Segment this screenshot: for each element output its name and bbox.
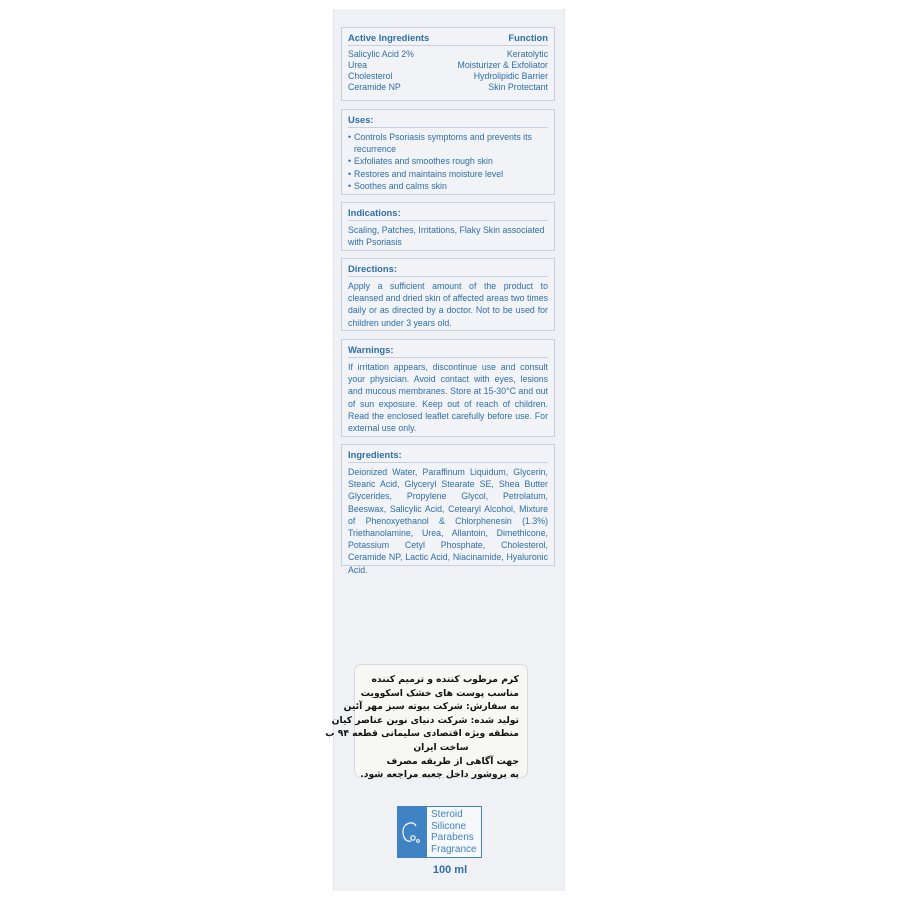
- ingredient-function: Keratolytic: [506, 49, 548, 59]
- free-from-item: Parabens: [431, 832, 474, 843]
- indications-text: Scaling, Patches, Irritations, Flaky Skin associated with Psoriasis: [348, 225, 545, 248]
- ingredients-title: Ingredients:: [348, 448, 548, 463]
- directions-title: Directions:: [348, 262, 548, 277]
- sticker-line: به بروشور داخل جعبه مراجعه شود.: [360, 769, 519, 781]
- indications-panel: [341, 202, 555, 251]
- sticker-line: مناسب پوست های خشک اسکوویت: [360, 687, 519, 699]
- indications-title: Indications:: [348, 206, 548, 221]
- ingredient-function: Moisturizer & Exfoliator: [457, 60, 548, 70]
- active-ingredient-row: [348, 71, 548, 82]
- list-item: • Controls Psoriasis symptoms and prevents its recurrence: [348, 131, 548, 155]
- warnings-panel: [341, 339, 555, 437]
- sticker-line: تولید شده: شرکت دنیای نوین عناصر کیان: [331, 714, 519, 726]
- list-item: • Soothes and calms skin: [348, 180, 548, 192]
- directions-panel: [341, 258, 555, 331]
- active-ingredient-row: [348, 82, 548, 93]
- warnings-text: If irritation appears, discontinue use and consult your physician. Avoid contact with eyes, lesions and mucous membranes. Store at 15-30°C and out of sun exposure. Keep out of reach of children. Read the enclosed leaflet carefully before use. For external use only.: [348, 362, 548, 434]
- function-title: Function: [508, 32, 548, 43]
- ingredient-name: Salicylic Acid 2%: [348, 49, 415, 59]
- ingredient-name: Cholesterol: [348, 71, 393, 81]
- free-from-item: Silicone: [431, 820, 467, 832]
- ingredient-function: Skin Protectant: [488, 82, 548, 92]
- directions-text: Apply a sufficient amount of the product to cleansed and dried skin of affected areas two times daily or as directed by a doctor. Not to be used for children under 3 years old.: [348, 281, 548, 328]
- sticker-line: کرم مرطوب کننده و ترمیم کننده: [371, 674, 519, 685]
- free-from-item: Fragrance: [431, 843, 477, 855]
- uses-panel: [341, 109, 555, 195]
- active-ingredients-header: [348, 31, 548, 46]
- list-item: • Restores and maintains moisture level: [348, 168, 548, 180]
- ingredients-text: Deionized Water, Paraffinum Liquidum, Glycerin, Stearic Acid, Glyceryl Stearate SE, Shea Butter Glycerides, Propylene Glycol, Petrolatum, Beeswax, Salicylic Acid, Cetearyl Alcohol, Mixture of Phenoxyethanol & Chlorphenesin (1.3%) Triethanolamine, Urea, Allantoin, Dimethicone, Potassium Cetyl Phosphate, Cholesterol, Ceramide NP, Lactic Acid, Niacinamide, Hyaluronic Acid.: [348, 467, 548, 575]
- free-from-item: Steroid: [431, 809, 463, 820]
- face-icon: [397, 806, 427, 858]
- ingredient-name: Ceramide NP: [348, 82, 401, 92]
- warnings-title: Warnings:: [348, 343, 548, 358]
- active-ingredient-row: [348, 60, 548, 71]
- free-from-list: [427, 806, 482, 858]
- ingredient-function: Hydrolipidic Barrier: [473, 71, 548, 81]
- uses-title: Uses:: [348, 113, 548, 128]
- free-from-badge: [397, 806, 482, 858]
- persian-label-sticker: [325, 664, 528, 781]
- active-ingredient-row: [348, 49, 548, 60]
- ingredient-name: Urea: [348, 60, 368, 70]
- active-ingredients-panel: [341, 27, 555, 101]
- sticker-line: به سفارش: شرکت بیوته سبز مهر آئین: [343, 701, 519, 713]
- list-item: • Exfoliates and smoothes rough skin: [348, 155, 548, 167]
- sticker-line: منطقه ویژه اقتصادی سلیمانی قطعه ۹۴ ب: [325, 728, 519, 740]
- ingredients-panel: [341, 444, 555, 575]
- sticker-line: ساخت ایران: [413, 741, 469, 753]
- uses-list: [348, 131, 548, 192]
- volume-label: 100 ml: [432, 864, 468, 876]
- active-ingredients-title: Active Ingredients: [348, 32, 430, 43]
- sticker-line: جهت آگاهی از طریقه مصرف: [386, 755, 519, 767]
